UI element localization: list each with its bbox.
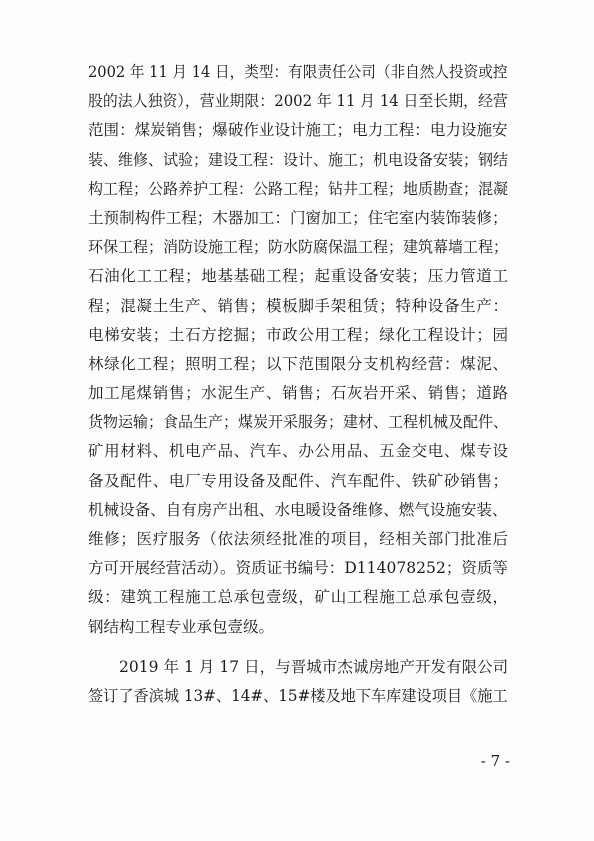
text-line: 股的法人独资），营业期限：2002 年 11 月 14 日至长期，经营 <box>88 92 508 111</box>
text-line: 维修；医疗服务（依法须经批准的项目，经相关部门批准后 <box>88 530 509 548</box>
text-line: 林绿化工程；照明工程；以下范围限分支机构经营：煤泥、 <box>88 354 509 373</box>
text-line: 程；混凝土生产、销售；模板脚手架租赁；特种设备生产： <box>88 296 509 315</box>
text-line: 签订了香滨城 13#、14#、15#楼及地下车库建设项目《施工 <box>88 686 508 705</box>
page-number: - 7 - <box>480 752 510 770</box>
text-line: 2019 年 1 月 17 日，与晋城市杰诚房地产开发有限公司 <box>119 657 509 676</box>
text-line: 石油化工工程；地基基础工程；起重设备安装；压力管道工 <box>88 267 509 286</box>
text-line: 环保工程；消防设施工程；防水防腐保温工程；建筑幕墙工程； <box>88 238 509 257</box>
text-line: 级：建筑工程施工总承包壹级，矿山工程施工总承包壹级， <box>88 588 509 607</box>
text-line: 货物运输；食品生产；煤炭开采服务；建材、工程机械及配件、 <box>88 413 509 432</box>
text-line: 装、维修、试验；建设工程：设计、施工；机电设备安装；钢结 <box>88 150 509 169</box>
paragraph-contract <box>88 653 508 711</box>
text-line: 范围：煤炭销售；爆破作业设计施工；电力工程：电力设施安 <box>88 121 508 140</box>
text-line: 2002 年 11 月 14 日，类型：有限责任公司（非自然人投资或控 <box>88 63 508 81</box>
text-line: 机械设备、自有房产出租、水电暖设备维修、燃气设施安装、 <box>88 500 508 519</box>
text-line: 加工尾煤销售；水泥生产、销售；石灰岩开采、销售；道路 <box>88 384 509 403</box>
body-text <box>88 58 508 711</box>
text-line: 方可开展经营活动）。资质证书编号：D114078252；资质等 <box>88 559 508 578</box>
text-line: 钢结构工程专业承包壹级。 <box>88 617 275 636</box>
paragraph-company-info <box>88 58 508 642</box>
text-line: 矿用材料、机电产品、汽车、办公用品、五金交电、煤专设 <box>88 442 509 461</box>
text-line: 构工程；公路养护工程：公路工程；钻井工程；地质勘查；混凝 <box>88 179 509 198</box>
paragraph-spacer <box>88 642 508 653</box>
text-line: 电梯安装；土石方挖掘；市政公用工程；绿化工程设计；园 <box>88 325 509 344</box>
text-line: 备及配件、电厂专用设备及配件、汽车配件、铁矿砂销售； <box>88 471 509 490</box>
text-line: 土预制构件工程；木器加工：门窗加工；住宅室内装饰装修； <box>88 208 508 227</box>
